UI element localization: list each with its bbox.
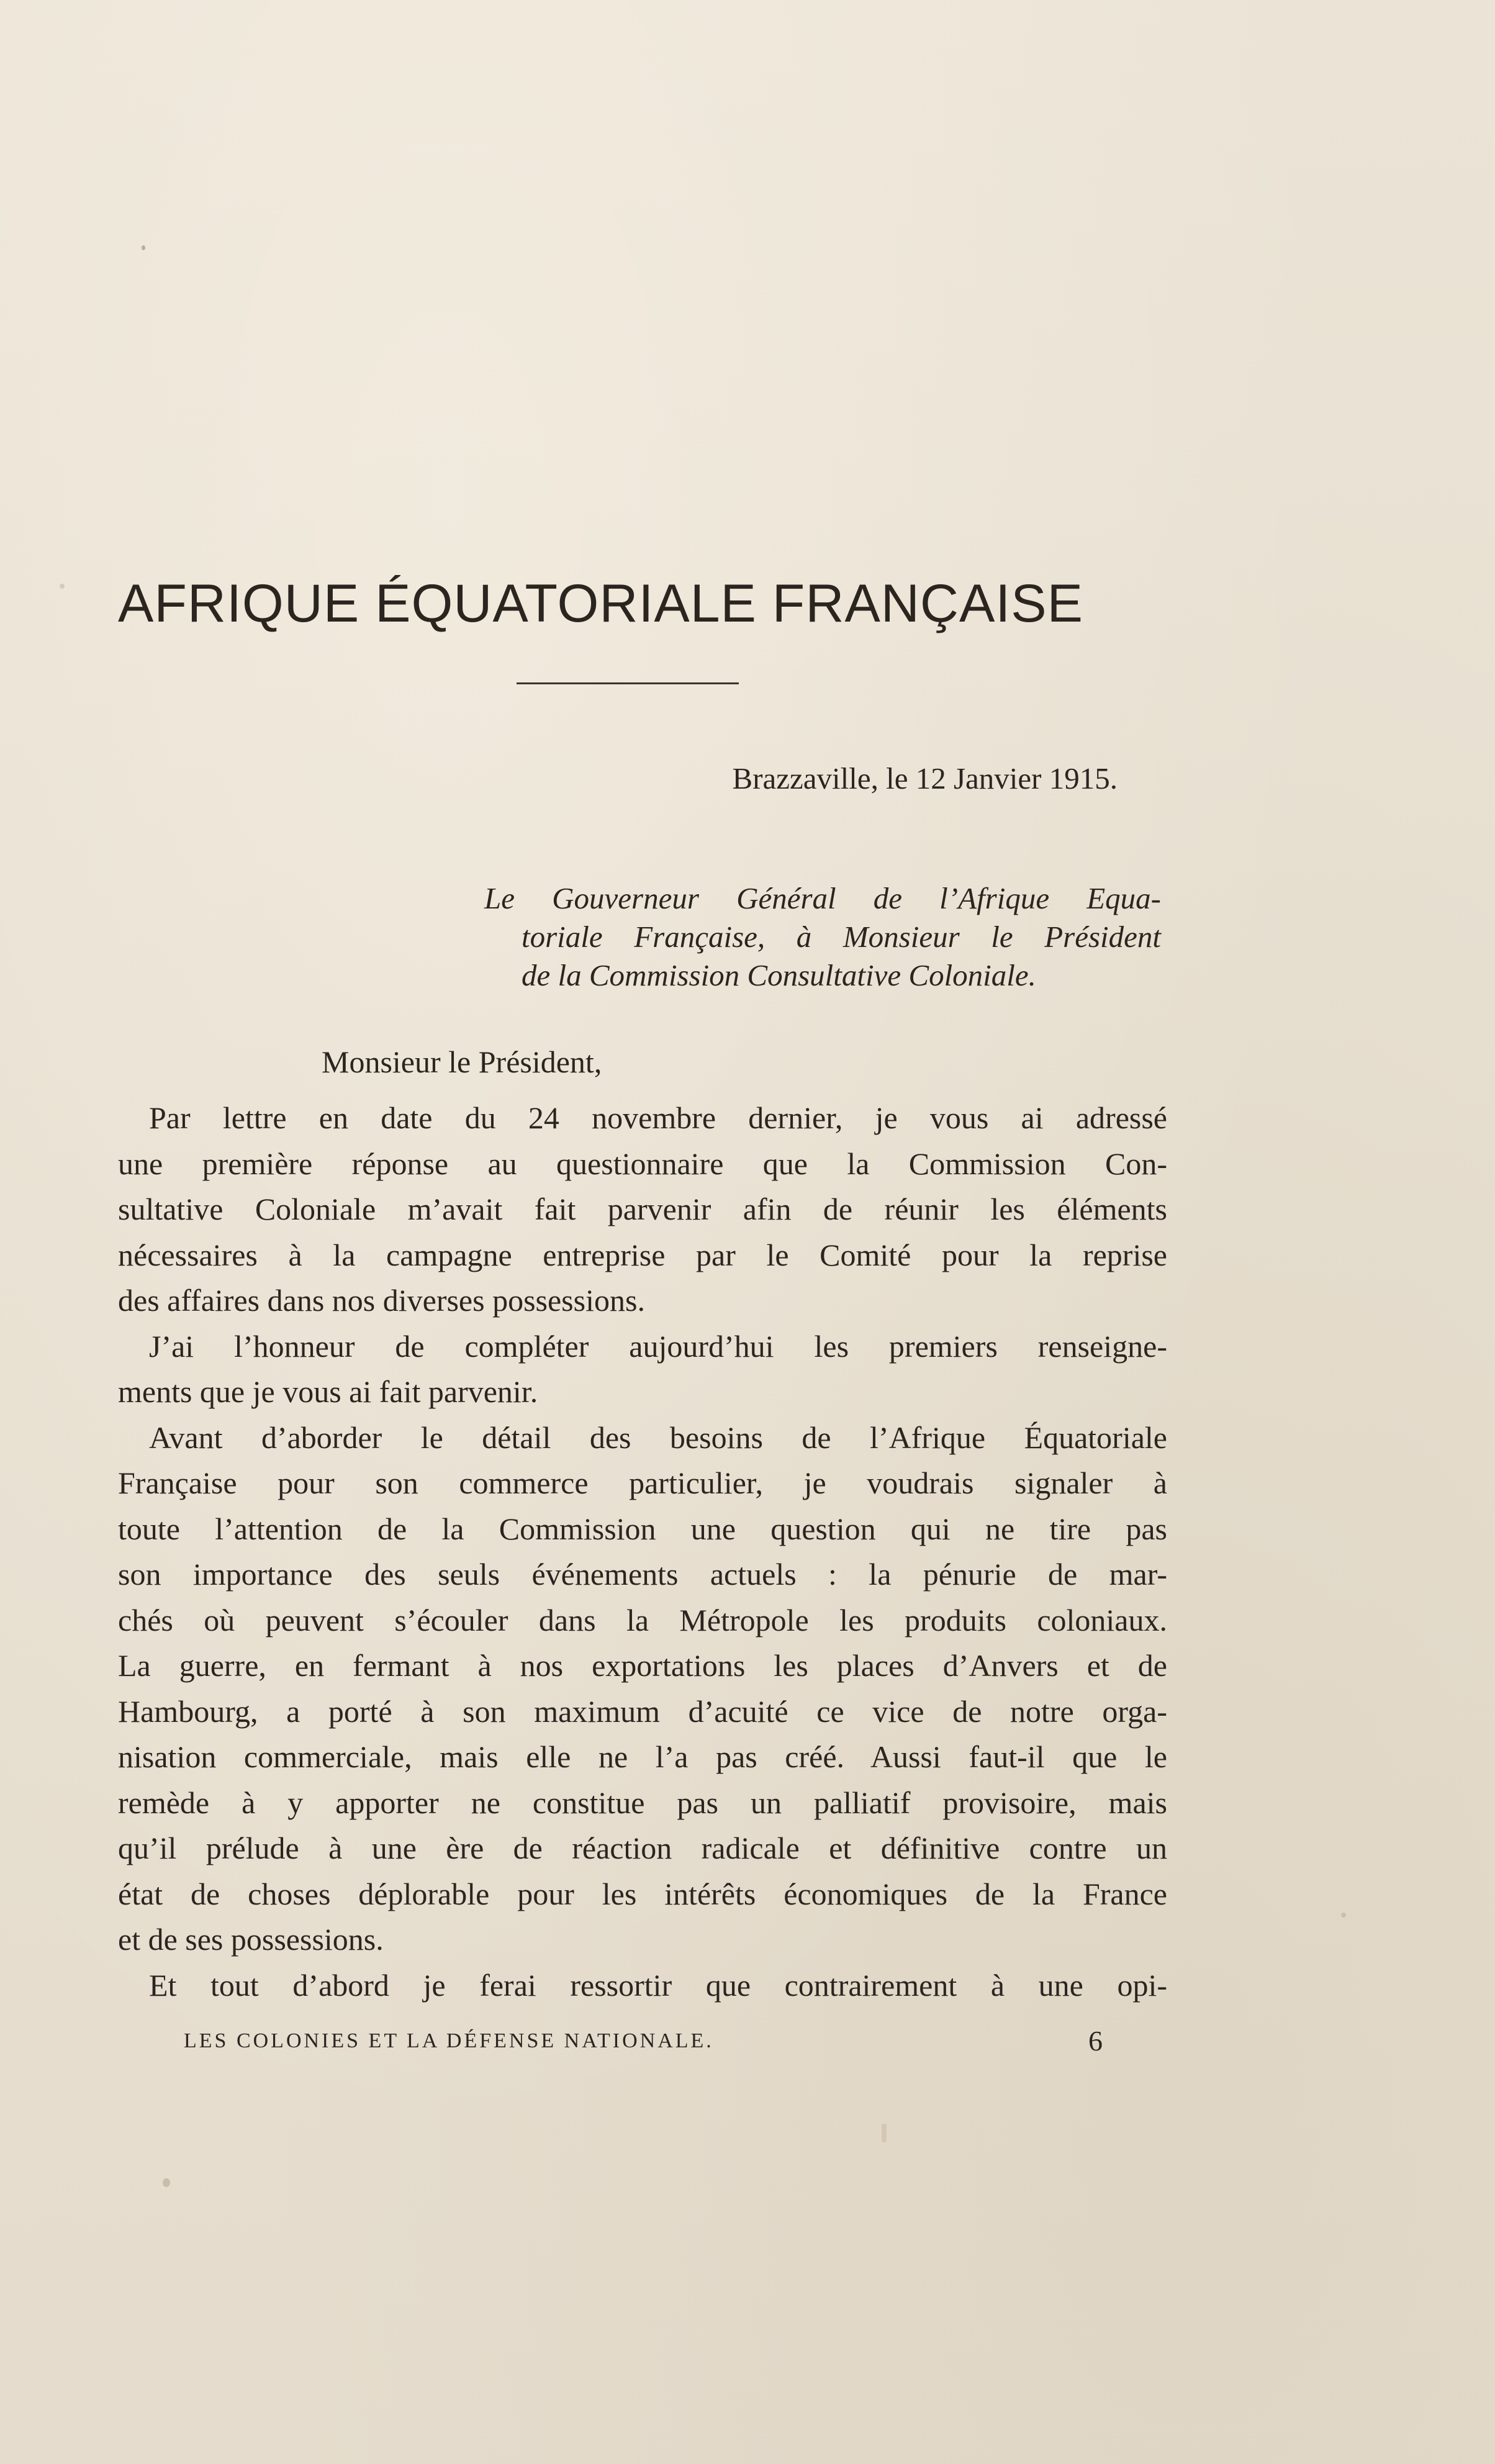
body-line: nécessaires à la campagne entreprise par le Comité pour la reprise <box>118 1237 1167 1272</box>
title-divider <box>517 682 739 684</box>
body-line: qu’il prélude à une ère de réaction radicale et définitive contre un <box>118 1831 1167 1865</box>
paper-speck <box>882 2124 887 2142</box>
page-footer <box>184 2026 1103 2057</box>
body-line: une première réponse au questionnaire que la Commission Con- <box>118 1146 1167 1181</box>
address-line: toriale Française, à Monsieur le Président <box>522 920 1161 954</box>
body-line: son importance des seuls événements actuels : la pénurie de mar- <box>118 1557 1167 1592</box>
paper-speck <box>163 2178 170 2187</box>
body-line: toute l’attention de la Commission une question qui ne tire pas <box>118 1511 1167 1546</box>
body-line: nisation commerciale, mais elle ne l’a pas créé. Aussi faut-il que le <box>118 1739 1167 1774</box>
body-line: Et tout d’abord je ferai ressortir que contrairement à une opi- <box>149 1967 1167 2003</box>
body-line: sultative Coloniale m’avait fait parvenir afin de réunir les éléments <box>118 1192 1167 1226</box>
body-line: Avant d’aborder le détail des besoins de l’Afrique Équatoriale <box>149 1420 1167 1455</box>
address-line: de la Commission Consultative Coloniale. <box>522 958 1036 992</box>
page-number: 6 <box>1088 2025 1103 2057</box>
paper-speck <box>142 245 145 250</box>
body-line: J’ai l’honneur de compléter aujourd’hui les premiers renseigne- <box>149 1328 1167 1364</box>
letter-address <box>484 879 1161 995</box>
body-line: La guerre, en fermant à nos exportations les places d’Anvers et de <box>118 1648 1167 1683</box>
paper-speck <box>60 584 65 589</box>
body-line: des affaires dans nos diverses possessions. <box>118 1283 645 1318</box>
body-line: et de ses possessions. <box>118 1922 384 1957</box>
dateline: Brazzaville, le 12 Janvier 1915. <box>732 761 1118 795</box>
paper-speck <box>1341 1913 1346 1918</box>
body-line: Hambourg, a porté à son maximum d’acuité ce vice de notre orga- <box>118 1693 1167 1729</box>
body-line: remède à y apporter ne constitue pas un palliatif provisoire, mais <box>118 1785 1167 1820</box>
running-head: LES COLONIES ET LA DÉFENSE NATIONALE. <box>184 2029 714 2052</box>
address-line: Le Gouverneur Général de l’Afrique Equa- <box>484 881 1161 915</box>
page-title: AFRIQUE ÉQUATORIALE FRANÇAISE <box>118 574 1083 633</box>
body-line: chés où peuvent s’écouler dans la Métropole les produits coloniaux. <box>118 1602 1167 1637</box>
body-line: Par lettre en date du 24 novembre dernier, je vous ai adressé <box>149 1100 1167 1135</box>
body-line: ments que je vous ai fait parvenir. <box>118 1374 538 1409</box>
body-line: Française pour son commerce particulier, je voudrais signaler à <box>118 1465 1167 1500</box>
letter-body <box>118 1095 1167 2008</box>
body-line: état de choses déplorable pour les intérêts économiques de la France <box>118 1876 1167 1911</box>
salutation: Monsieur le Président, <box>322 1044 602 1079</box>
